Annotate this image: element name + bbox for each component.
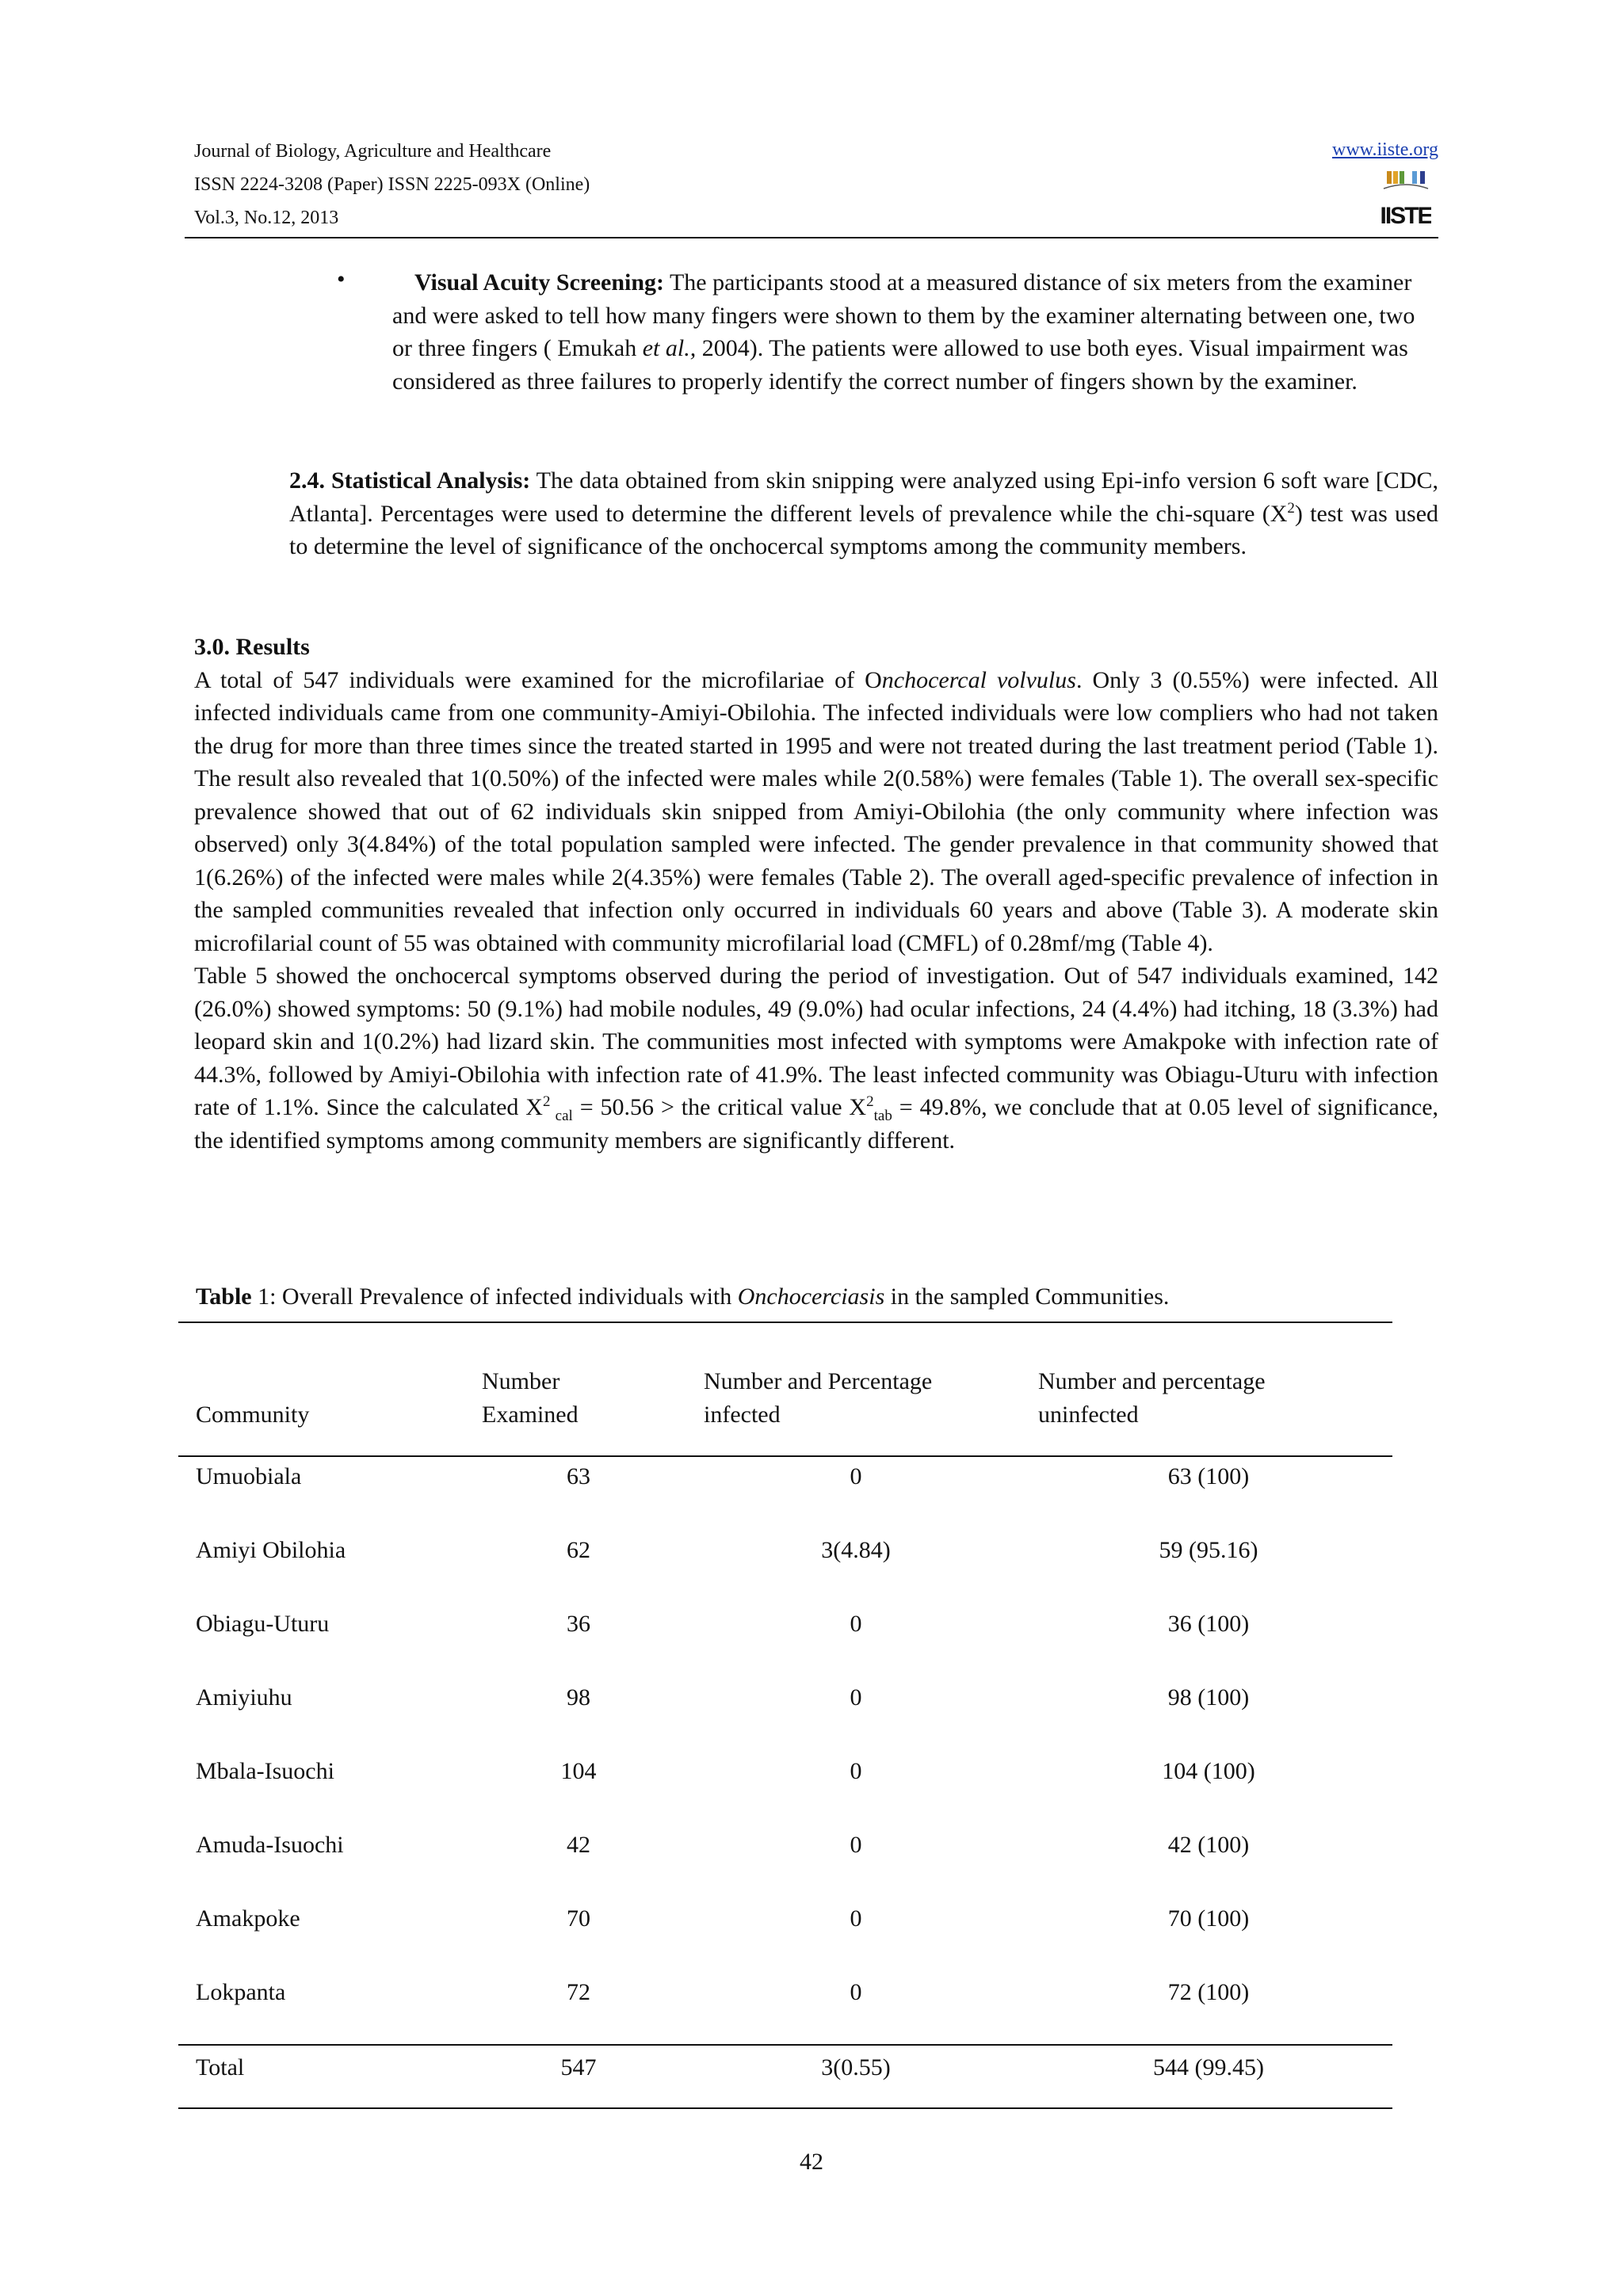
cell-community: Amiyi Obilohia: [196, 1537, 346, 1563]
cell-examined: 42: [567, 1832, 590, 1858]
header-community: Community: [196, 1402, 310, 1428]
results-heading: 3.0. Results: [194, 634, 310, 660]
cell-examined: 70: [567, 1905, 590, 1932]
volume-line: Vol.3, No.12, 2013: [194, 208, 339, 228]
superscript: 2: [1287, 499, 1295, 517]
issn-line: ISSN 2224-3208 (Paper) ISSN 2225-093X (Online): [194, 174, 590, 195]
table1-caption: [196, 1283, 1169, 1310]
section-heading: 2.4. Statistical Analysis:: [289, 467, 531, 494]
cell-infected: 0: [850, 1979, 862, 2005]
cell-total-label: Total: [196, 2054, 245, 2081]
superscript: 2: [542, 1093, 551, 1110]
paragraph-text: The participants stood at a measured distance of six meters from the examiner and were asked to tell how many fingers were shown to them by the examiner alternating between one, two or three fingers ( Emukah: [392, 269, 1415, 361]
cell-infected: 0: [850, 1611, 862, 1637]
subscript: tab: [873, 1108, 892, 1124]
statistical-analysis-paragraph: [289, 464, 1438, 563]
cell-uninfected: 98 (100): [1167, 1684, 1250, 1711]
cell-community: Obiagu-Uturu: [196, 1611, 330, 1637]
cell-examined: 98: [567, 1684, 590, 1711]
table-total-rule: [178, 2044, 1392, 2046]
cell-infected: 0: [850, 1684, 862, 1711]
superscript: 2: [866, 1093, 874, 1110]
header-uninfected-line1: Number and percentage: [1038, 1368, 1266, 1394]
website-link[interactable]: www.iiste.org: [1332, 139, 1438, 160]
cell-uninfected: 59 (95.16): [1159, 1537, 1258, 1563]
header-uninfected-line2: uninfected: [1038, 1402, 1139, 1428]
cell-uninfected: 36 (100): [1167, 1611, 1250, 1637]
cell-uninfected: 72 (100): [1167, 1979, 1250, 2005]
results-section: [194, 631, 1438, 1157]
page-number: 42: [800, 2149, 823, 2175]
cell-uninfected: 63 (100): [1167, 1463, 1250, 1489]
results-paragraph-1: [194, 664, 1438, 960]
cell-infected: 0: [850, 1832, 862, 1858]
cell-uninfected: 70 (100): [1167, 1905, 1250, 1932]
table-header-rule: [178, 1455, 1392, 1457]
bullet-icon: •: [337, 266, 346, 292]
paragraph-text: Table 5 showed the onchocercal symptoms observed during the period of investigation. Out of 547 individuals examined, 142 (26.0%) showed symptoms: 50 (9.1%) had mobile nodules, 49 (9.0%) had ocular infections, 24 (4.4%) had itching, 18 (3.3%) had leopard skin and 1(0.2%) had lizard skin. The communities most infected with symptoms were Amakpoke with infection rate of 44.3%, followed by Amiyi-Obilohia with infection rate of 41.9%. The least infected community was Obiagu-Uturu with infection rate of 1.1%. Since the calculated X: [194, 963, 1438, 1120]
caption-text: 1: Overall Prevalence of infected individuals with: [251, 1283, 738, 1310]
paragraph-text: ) test was used to determine the level of significance of the onchocercal symptoms among the community members.: [289, 500, 1439, 559]
visual-acuity-title: Visual Acuity Screening:: [414, 269, 665, 296]
cell-examined: 36: [567, 1611, 590, 1637]
cell-community: Umuobiala: [196, 1463, 302, 1489]
header-examined-line2: Examined: [482, 1402, 579, 1428]
cell-total-examined: 547: [560, 2054, 597, 2081]
cell-examined: 104: [560, 1758, 597, 1784]
caption-label: Table: [196, 1283, 252, 1310]
paragraph-text: The data obtained from skin snipping were analyzed using Epi-info version 6 soft ware [CDC, Atlanta]. Percentages were used to determine the different levels of prevalence while the chi-square (X: [289, 467, 1438, 527]
paragraph-text: A total of 547 individuals were examined for the microfilariae of O: [194, 666, 882, 693]
cell-total-infected: 3(0.55): [821, 2054, 891, 2081]
iiste-logo-icon: [1381, 170, 1431, 227]
cell-community: Amuda-Isuochi: [196, 1832, 344, 1858]
cell-examined: 63: [567, 1463, 590, 1489]
svg-text:IISTE: IISTE: [1381, 203, 1431, 227]
paragraph-text: . Only 3 (0.55%) were infected. All infected individuals came from one community-Amiyi-Obilohia. The infected individuals were low compliers who had not taken the drug for more than three times since the treated started in 1995 and were not treated during the last treatment period (Table 1). The result also revealed that 1(0.50%) of the infected were males while 2(0.58%) were females (Table 1). The overall sex-specific prevalence showed that out of 62 individuals skin snipped from Amiyi-Obilohia (the only community where infection was observed) only 3(4.84%) of the total population sampled were infected. The gender prevalence in that community showed that 1(6.26%) of the infected were males while 2(4.35%) were females (Table 2). The overall aged-specific prevalence of infection in the sampled communities revealed that infection only occurred in individuals 60 years and above (Table 3). A moderate skin microfilarial count of 55 was obtained with community microfilarial load (CMFL) of 0.28mf/mg (Table 4).: [194, 666, 1439, 956]
subscript: cal: [550, 1108, 573, 1124]
header-examined-line1: Number: [482, 1368, 560, 1394]
cell-total-uninfected: 544 (99.45): [1153, 2054, 1264, 2081]
cell-uninfected: 104 (100): [1162, 1758, 1255, 1784]
header-infected-line1: Number and Percentage: [704, 1368, 933, 1394]
cell-community: Amiyiuhu: [196, 1684, 292, 1711]
caption-text: in the sampled Communities.: [884, 1283, 1170, 1310]
paragraph-text: 2004). The patients were allowed to use both eyes. Visual impairment was considered as three failures to properly identify the correct number of fingers shown by the examiner.: [392, 335, 1408, 395]
journal-title: Journal of Biology, Agriculture and Healthcare: [194, 141, 552, 162]
cell-community: Amakpoke: [196, 1905, 300, 1932]
citation-italic: et al.,: [642, 335, 697, 361]
table-top-rule: [178, 1322, 1392, 1323]
header-infected-line2: infected: [704, 1402, 781, 1428]
cell-infected: 3(4.84): [821, 1537, 891, 1563]
cell-examined: 72: [567, 1979, 590, 2005]
caption-italic: Onchocerciasis: [737, 1283, 885, 1310]
cell-infected: 0: [850, 1758, 862, 1784]
cell-community: Mbala-Isuochi: [196, 1758, 334, 1784]
cell-examined: 62: [567, 1537, 590, 1563]
results-paragraph-2: [194, 959, 1438, 1157]
species-italic: nchocercal volvulus: [881, 666, 1076, 693]
cell-uninfected: 42 (100): [1167, 1832, 1250, 1858]
paragraph-text: = 50.56 > the critical value X: [572, 1094, 867, 1120]
visual-acuity-paragraph: [392, 266, 1423, 398]
paragraph-text: = 49.8%, we conclude that at 0.05 level of significance, the identified symptoms among community members are significantly different.: [194, 1094, 1439, 1154]
table-bottom-rule: [178, 2107, 1392, 2109]
header-rule: [185, 237, 1438, 238]
cell-infected: 0: [850, 1905, 862, 1932]
cell-community: Lokpanta: [196, 1979, 286, 2005]
iiste-logo: [1381, 170, 1431, 227]
cell-infected: 0: [850, 1463, 862, 1489]
